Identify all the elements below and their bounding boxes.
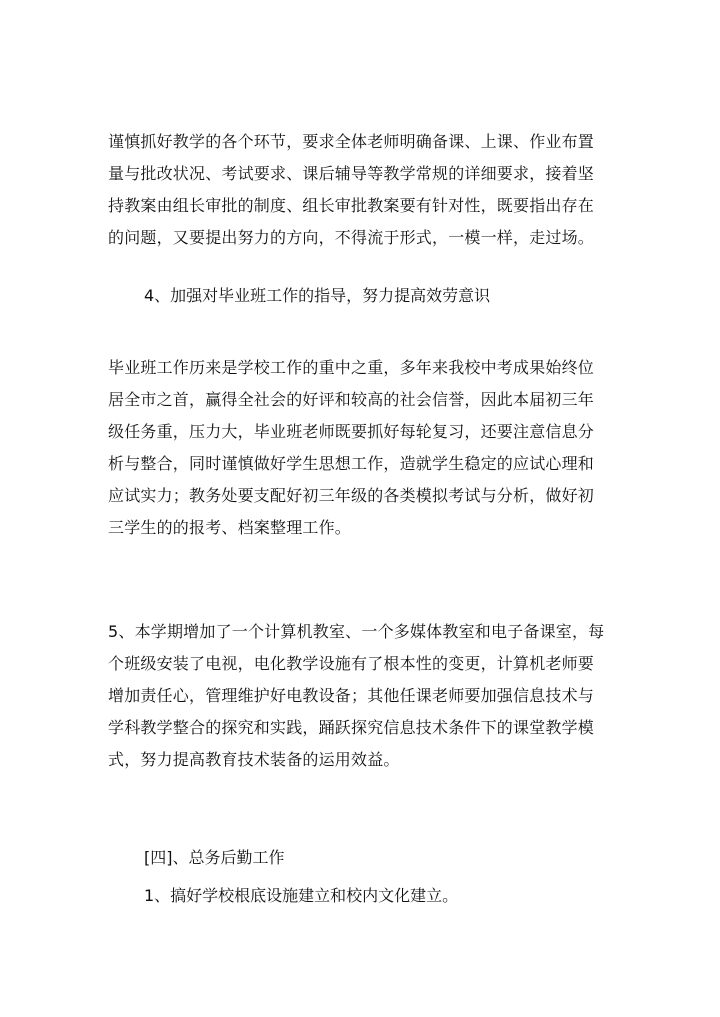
section-heading-graduating-class: 4、加强对毕业班工作的指导，努力提高效劳意识: [144, 286, 491, 305]
text-line: 持教案由组长审批的制度、组长审批教案要有针对性，既要指出存在: [108, 196, 595, 215]
text-line: 应试实力；教务处要支配好初三年级的各类模拟考试与分析，做好初: [108, 486, 595, 505]
text-line: 毕业班工作历来是学校工作的重中之重，多年来我校中考成果始终位: [108, 358, 595, 377]
text-line: 增加责任心，管理维护好电教设备；其他任课老师要加强信息技术与: [108, 686, 595, 705]
text-line: 三学生的的报考、档案整理工作。: [108, 518, 352, 537]
text-line: 居全市之首，赢得全社会的好评和较高的社会信誉，因此本届初三年: [108, 390, 595, 409]
text-line: 析与整合，同时谨慎做好学生思想工作，造就学生稳定的应试心理和: [108, 454, 595, 473]
text-line: 学科教学整合的探究和实践，踊跃探究信息技术条件下的课堂教学模: [108, 718, 595, 737]
section-heading-logistics: [四]、总务后勤工作: [144, 848, 285, 867]
text-line: 级任务重，压力大，毕业班老师既要抓好每轮复习，还要注意信息分: [108, 422, 595, 441]
paragraph-graduating-class: [108, 352, 618, 544]
text-line: 个班级安装了电视，电化教学设施有了根本性的变更，计算机老师要: [108, 654, 595, 673]
text-line: 谨慎抓好教学的各个环节，要求全体老师明确备课、上课、作业布置: [108, 132, 595, 151]
subsection-heading-facilities: 1、搞好学校根底设施建立和校内文化建立。: [144, 886, 459, 905]
text-line: 的问题，又要提出努力的方向，不得流于形式，一模一样，走过场。: [108, 228, 595, 247]
text-line: 5、本学期增加了一个计算机教室、一个多媒体教室和电子备课室，每: [108, 622, 605, 641]
paragraph-computer-rooms: [108, 616, 618, 776]
paragraph-teaching-steps: [108, 126, 618, 254]
text-line: 量与批改状况、考试要求、课后辅导等教学常规的详细要求，接着坚: [108, 164, 595, 183]
text-line: 式，努力提高教育技术装备的运用效益。: [108, 750, 400, 769]
